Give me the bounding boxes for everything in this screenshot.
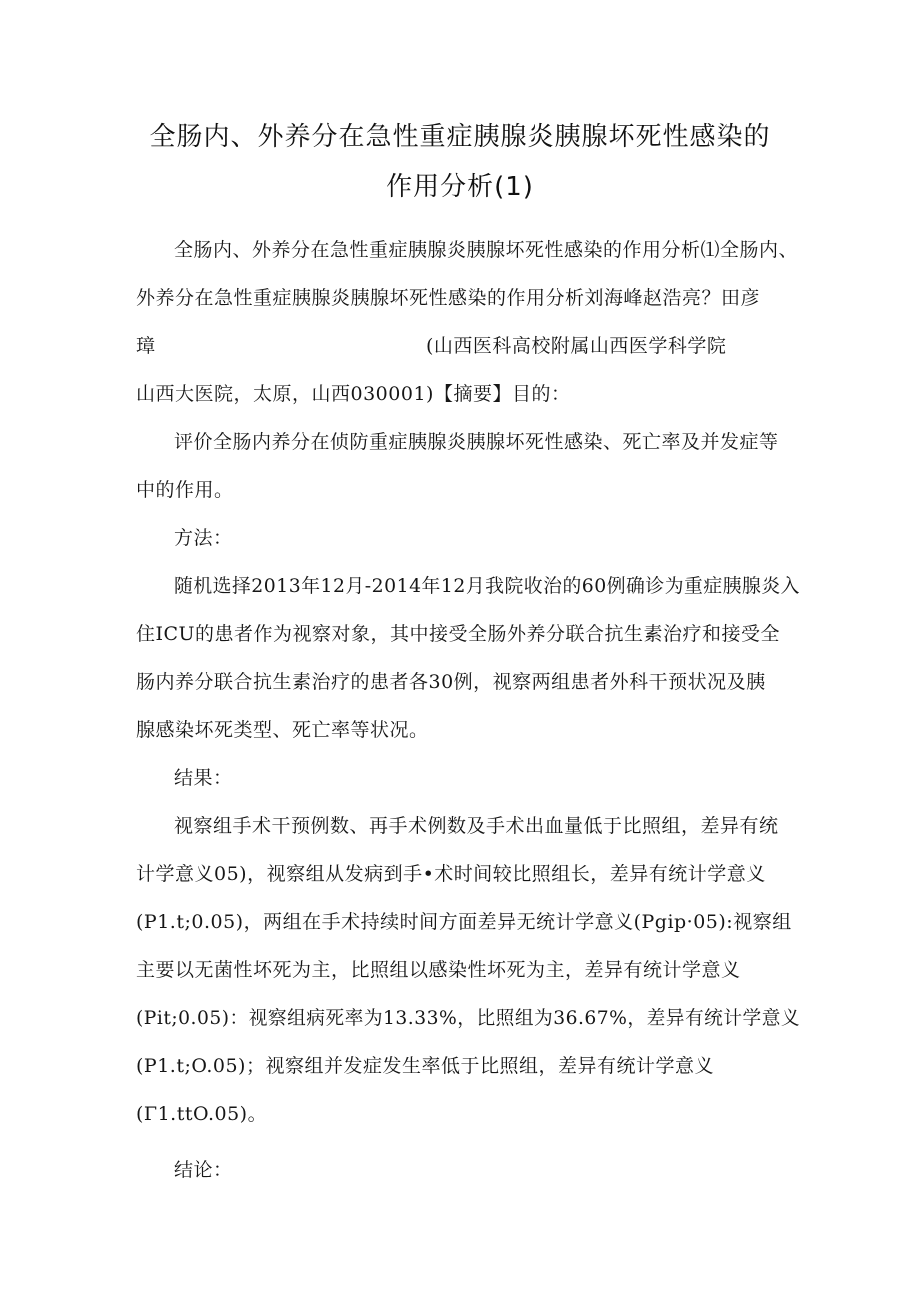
- conclusion-heading: 结论：: [174, 1159, 233, 1181]
- results-line-1: 视察组手术干预例数、再手术例数及手术出血量低于比照组，差异有统: [174, 815, 779, 837]
- results-heading: 结果：: [174, 767, 233, 789]
- objective-line-2: 中的作用。: [136, 479, 234, 501]
- intro-line-3-name: 璋: [136, 335, 156, 357]
- methods-line-2: 住ICU的患者作为视察对象，其中接受全肠外养分联合抗生素治疗和接受全: [136, 623, 781, 645]
- methods-heading: 方法：: [174, 527, 233, 549]
- results-line-2: 计学意义05)，视察组从发病到手•术时间较比照组长，差异有统计学意义: [136, 863, 766, 885]
- methods-line-4: 腺感染坏死类型、死亡率等状况。: [136, 719, 429, 741]
- intro-line-4: 山西大医院，太原，山西030001)【摘要】目的：: [136, 383, 571, 405]
- intro-line-3-affiliation: (山西医科高校附属山西医学科学院: [426, 335, 727, 357]
- results-line-6: (P1.t;O.05)；视察组并发症发生率低于比照组，差异有统计学意义: [136, 1055, 714, 1077]
- results-line-7: (Γ1.ttO.05)。: [136, 1103, 268, 1125]
- title-line-2: 作用分析(1): [386, 172, 534, 202]
- intro-line-2: 外养分在急性重症胰腺炎胰腺坏死性感染的作用分析刘海峰赵浩亮？田彦: [136, 287, 761, 309]
- results-line-4: 主要以无菌性坏死为主，比照组以感染性坏死为主，差异有统计学意义: [136, 959, 741, 981]
- title-line-1: 全肠内、外养分在急性重症胰腺炎胰腺坏死性感染的: [149, 122, 771, 152]
- results-line-5: (Pit;0.05)：视察组病死率为13.33%，比照组为36.67%，差异有统计学意义: [136, 1007, 801, 1029]
- intro-line-1: 全肠内、外养分在急性重症胰腺炎胰腺坏死性感染的作用分析⑴全肠内、: [174, 239, 799, 261]
- methods-line-1: 随机选择2013年12月-2014年12月我院收治的60例确诊为重症胰腺炎入: [174, 575, 800, 597]
- objective-line-1: 评价全肠内养分在侦防重症胰腺炎胰腺坏死性感染、死亡率及并发症等: [174, 431, 779, 453]
- results-line-3: (P1.t;0.05)，两组在手术持续时间方面差异无统计学意义(Pgip·05):视察组: [136, 911, 792, 933]
- methods-line-3: 肠内养分联合抗生素治疗的患者各30例，视察两组患者外科干预状况及胰: [136, 671, 766, 693]
